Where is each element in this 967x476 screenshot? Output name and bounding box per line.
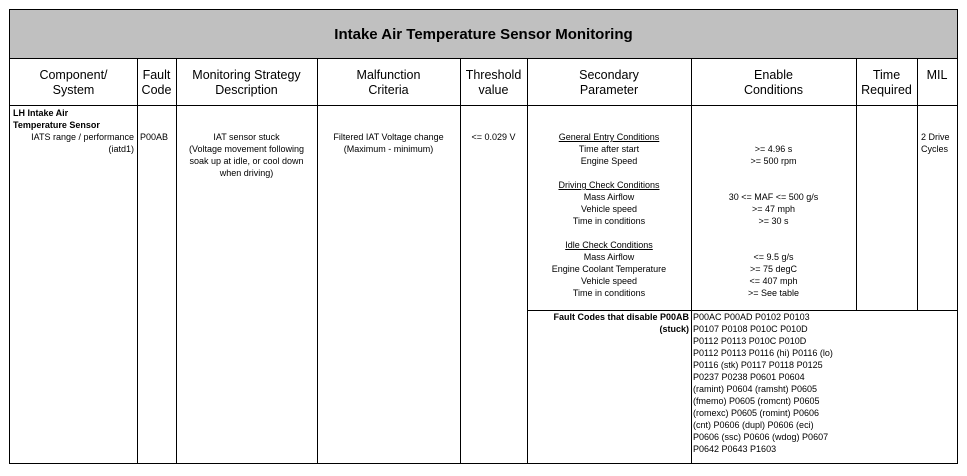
list-item: P0107 P0108 P010C P010D bbox=[693, 324, 808, 334]
general-conditions-title: General Entry Conditions bbox=[558, 132, 660, 142]
fault-code-value: P00AB bbox=[140, 132, 169, 142]
component-title: LH Intake Air Temperature Sensor bbox=[13, 108, 100, 130]
list-item: P0606 (ssc) P0606 (wdog) P0607 bbox=[693, 432, 829, 442]
list-item: P0116 (stk) P0117 P0118 P0125 bbox=[693, 360, 823, 370]
fault-codes-list bbox=[693, 311, 833, 455]
header-strategy: Monitoring Strategy Description bbox=[192, 68, 301, 97]
idle-conditions-title: Idle Check Conditions bbox=[565, 240, 653, 250]
malfunction-criteria: Filtered IAT Voltage change (Maximum - minimum) bbox=[333, 132, 444, 154]
header-enable: Enable Conditions bbox=[743, 68, 804, 97]
col-divider bbox=[917, 58, 918, 310]
col-divider bbox=[317, 58, 318, 464]
col-divider bbox=[137, 58, 138, 464]
enable-conditions: >= 4.96 s >= 500 rpm 30 <= MAF <= 500 g/s >= 47 mph >= 30 s <= 9.5 g/s >= 75 degC <= 407 mph >= See table bbox=[728, 144, 819, 298]
list-item: (ramint) P0604 (ramsht) P0605 bbox=[693, 384, 818, 394]
list-item: P0112 P0113 P010C P010D bbox=[693, 336, 807, 346]
header-malfunction: Malfunction Criteria bbox=[356, 68, 421, 97]
list-item: P00AC P00AD P0102 P0103 bbox=[693, 312, 810, 322]
table-title: Intake Air Temperature Sensor Monitoring bbox=[10, 10, 957, 59]
col-divider bbox=[176, 58, 177, 464]
threshold-value: <= 0.029 V bbox=[471, 132, 516, 142]
component-description: IATS range / performance (iatd1) bbox=[31, 132, 134, 154]
strategy-description: IAT sensor stuck (Voltage movement following soak up at idle, or cool down when driving) bbox=[188, 132, 305, 178]
header-mil: MIL bbox=[926, 68, 948, 82]
col-divider bbox=[460, 58, 461, 464]
header-divider bbox=[10, 105, 957, 106]
list-item: P0237 P0238 P0601 P0604 bbox=[693, 372, 805, 382]
fault-codes-label: Fault Codes that disable P00AB (stuck) bbox=[553, 312, 689, 334]
monitoring-table bbox=[9, 9, 958, 464]
driving-conditions-title: Driving Check Conditions bbox=[558, 180, 660, 190]
list-item: (romexc) P0605 (romint) P0606 bbox=[693, 408, 820, 418]
list-item: P0642 P0643 P1603 bbox=[693, 444, 777, 454]
secondary-parameters: General Entry Conditions Time after start Engine Speed Driving Check Conditions Mass Airflow Vehicle speed Time in conditions Idle Check Conditions Mass Airflow Engine Coolant Temperature Vehicle speed Time in conditions bbox=[527, 131, 691, 299]
list-item: (fmemo) P0605 (romcnt) P0605 bbox=[693, 396, 820, 406]
header-secondary: Secondary Parameter bbox=[579, 68, 639, 97]
mil-value: 2 Drive Cycles bbox=[921, 132, 950, 154]
header-time: Time Required bbox=[861, 68, 912, 97]
header-component: Component/ System bbox=[39, 68, 108, 97]
list-item: (cnt) P0606 (dupl) P0606 (eci) bbox=[693, 420, 814, 430]
header-threshold: Threshold value bbox=[465, 68, 522, 97]
list-item: P0112 P0113 P0116 (hi) P0116 (lo) bbox=[693, 348, 833, 358]
header-fault-code: Fault Code bbox=[141, 68, 172, 97]
